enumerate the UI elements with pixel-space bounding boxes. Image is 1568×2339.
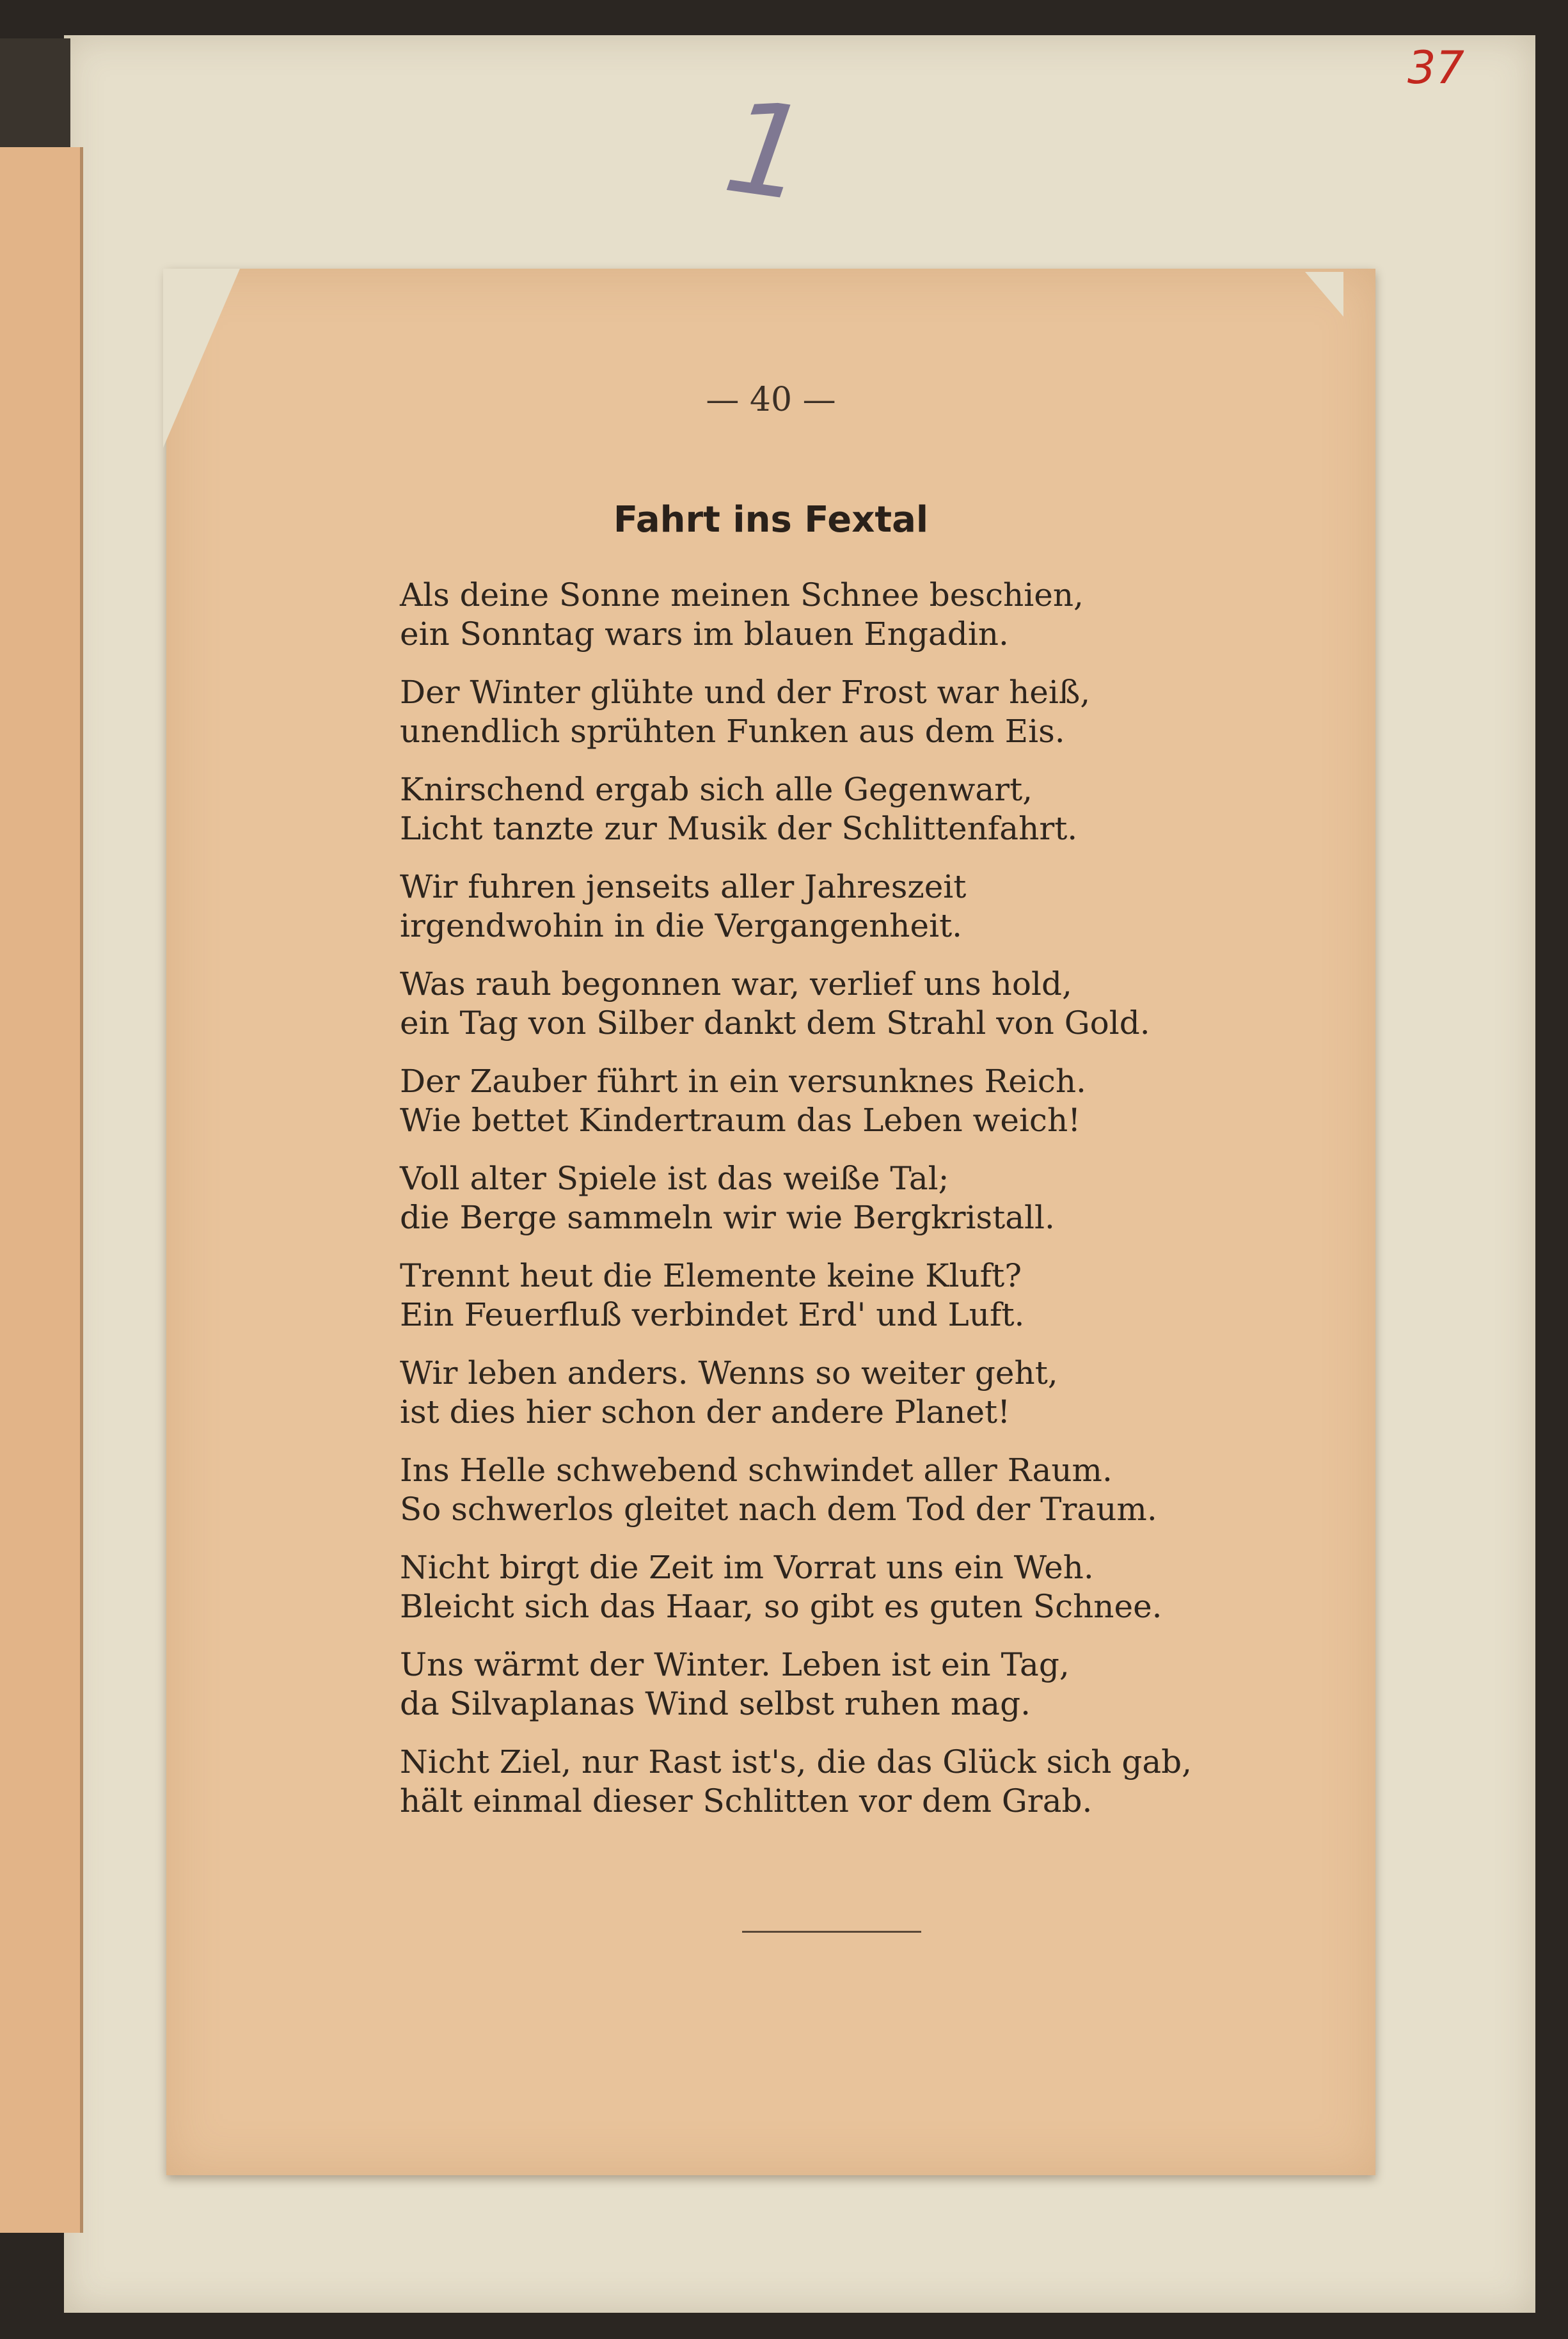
- stanza: [400, 576, 1359, 654]
- stanza: [400, 1645, 1359, 1724]
- poem-title: Fahrt ins Fextal: [613, 499, 929, 541]
- adjacent-page-edge: [0, 147, 83, 2233]
- poem-line: Wir leben anders. Wenns so weiter geht,: [400, 1354, 1058, 1392]
- poem-line: Knirschend ergab sich alle Gegenwart,: [400, 771, 1033, 808]
- folio-number: 37: [1407, 42, 1465, 94]
- poem-line: die Berge sammeln wir wie Bergkristall.: [400, 1199, 1055, 1236]
- folded-corner: [1305, 272, 1343, 317]
- newspaper-clipping: [166, 269, 1375, 2175]
- poem-line: Wie bettet Kindertraum das Leben weich!: [400, 1102, 1081, 1139]
- poem-body: [400, 576, 1359, 1840]
- poem-line: ein Sonntag wars im blauen Engadin.: [400, 615, 1009, 653]
- poem-line: Ins Helle schwebend schwindet aller Raum.: [400, 1452, 1113, 1489]
- poem-line: So schwerlos gleitet nach dem Tod der Traum.: [400, 1491, 1157, 1528]
- poem-line: Nicht Ziel, nur Rast ist's, die das Glück sich gab,: [400, 1743, 1192, 1780]
- poem-line: Der Zauber führt in ein versunknes Reich.: [400, 1063, 1086, 1100]
- poem-line: Voll alter Spiele ist das weiße Tal;: [400, 1160, 949, 1197]
- pencil-mark: 1: [716, 72, 818, 231]
- poem-line: Bleicht sich das Haar, so gibt es guten Schnee.: [400, 1588, 1162, 1625]
- poem-line: Als deine Sonne meinen Schnee beschien,: [400, 576, 1084, 614]
- poem-line: da Silvaplanas Wind selbst ruhen mag.: [400, 1685, 1031, 1722]
- stanza: [400, 770, 1359, 848]
- stanza: [400, 868, 1359, 946]
- poem-line: ist dies hier schon der andere Planet!: [400, 1393, 1011, 1431]
- stanza: [400, 965, 1359, 1043]
- poem-line: ein Tag von Silber dankt dem Strahl von Gold.: [400, 1004, 1150, 1042]
- stanza: [400, 1159, 1359, 1237]
- folded-corner: [163, 269, 240, 448]
- page-number: — 40 —: [706, 381, 836, 419]
- stanza: [400, 1548, 1359, 1626]
- poem-line: Der Winter glühte und der Frost war heiß,: [400, 674, 1091, 711]
- poem-line: unendlich sprühten Funken aus dem Eis.: [400, 713, 1065, 750]
- poem-line: hält einmal dieser Schlitten vor dem Grab.: [400, 1782, 1093, 1820]
- poem-line: Was rauh begonnen war, verlief uns hold,: [400, 965, 1072, 1003]
- poem-line: Licht tanzte zur Musik der Schlittenfahrt.: [400, 810, 1078, 847]
- poem-line: Wir fuhren jenseits aller Jahreszeit: [400, 868, 967, 905]
- stanza: [400, 673, 1359, 751]
- poem-line: Uns wärmt der Winter. Leben ist ein Tag,: [400, 1646, 1070, 1683]
- stanza: [400, 1743, 1359, 1821]
- stanza: [400, 1354, 1359, 1432]
- poem-line: Ein Feuerfluß verbindet Erd' und Luft.: [400, 1296, 1025, 1333]
- binding-edge: [0, 38, 70, 154]
- poem-line: Trennt heut die Elemente keine Kluft?: [400, 1257, 1022, 1294]
- end-rule: [742, 1931, 921, 1933]
- poem-line: Nicht birgt die Zeit im Vorrat uns ein Weh.: [400, 1549, 1094, 1586]
- stanza: [400, 1062, 1359, 1140]
- stanza: [400, 1257, 1359, 1335]
- poem-line: irgendwohin in die Vergangenheit.: [400, 907, 963, 944]
- stanza: [400, 1451, 1359, 1529]
